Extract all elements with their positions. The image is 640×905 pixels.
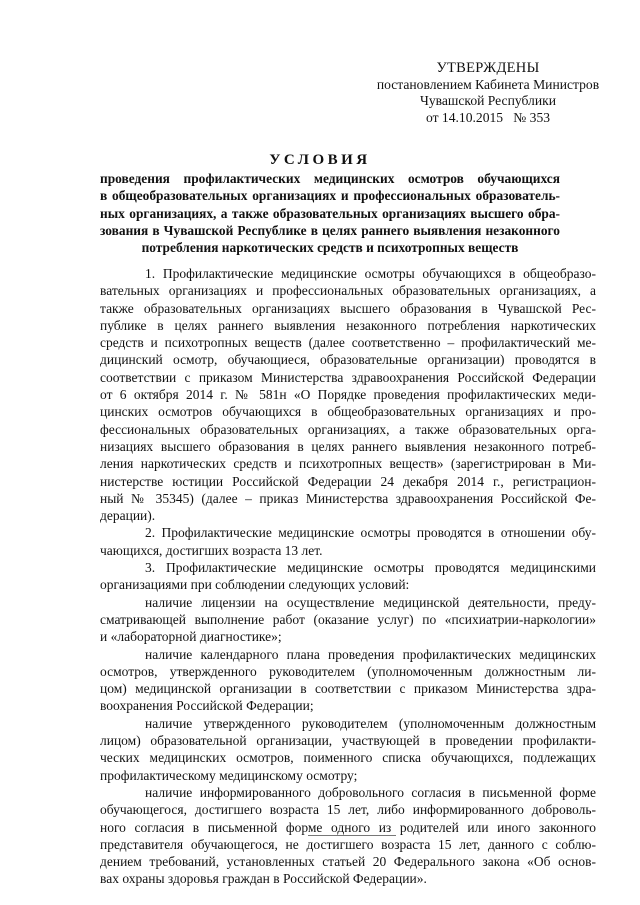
approval-heading: УТВЕРЖДЕНЫ [436,60,540,76]
body-line: публике в целях раннего выявления незаконного потребления наркотических [100,317,596,333]
subtitle-line: потребления наркотических средств и психотропных веществ [141,240,519,256]
body-line: цом) медицинской организации в соответствии с приказом Министерства здра- [100,681,596,697]
body-line: вательных организациях и профессиональных образовательных организациях, а [100,283,596,299]
body-line: 3. Профилактические медицинские осмотры проводятся медицинскими [145,560,596,576]
body-line: вах охраны здоровья граждан в Российской Федерации». [100,871,427,887]
body-line: фессиональных образовательных организациях, а также образовательных орга- [100,421,596,437]
subtitle-line: ных организациях, а также образовательных организациях высшего обра- [100,205,560,221]
document-subtitle [100,170,560,256]
body-line: также образовательных организациях высшего образования в Чувашской Рес- [100,300,596,316]
body-line: соответствии с приказом Министерства здравоохранения Российской Федерации [100,369,596,385]
body-line: сматривающей выполнение работ (оказание услуг) по «психиатрии-наркологии» [100,611,596,627]
subtitle-line: в общеобразовательных организациях и профессиональных образователь- [100,188,560,204]
body-line: средств и психотропных веществ (далее соответственно – профилактический ме- [100,335,596,351]
body-line: дерации). [100,508,156,524]
body-line: чающихся, достигших возраста 13 лет. [100,542,323,558]
body-line: воохранения Российской Федерации; [100,698,314,714]
body-line: наличие календарного плана проведения профилактических медицинских [145,646,596,662]
body-line: цинских осмотров обучающихся в общеобразовательных организациях и про- [100,404,596,420]
footnote-separator [308,835,396,836]
body-line: ления наркотических средств и психотропных веществ» (зарегистрирован в Ми- [100,456,596,472]
subtitle-line: проведения профилактических медицинских осмотров обучающихся [100,171,560,186]
approval-line: Чувашской Республики [420,93,556,108]
body-line: дением требований, установленных статьей 20 Федерального закона «Об основ- [100,854,596,870]
body-line: ного согласия в письменной форме одного из родителей или иного законного [100,819,596,835]
body-line: 1. Профилактические медицинские осмотры обучающихся в общеобразо- [145,266,596,281]
subtitle-line: зования в Чувашской Республике в целях раннего выявления незаконного [100,222,560,238]
body-line: ческих медицинских осмотров, поименного списка обучающихся, подлежащих [100,750,596,766]
approval-line: постановлением Кабинета Министров [376,76,600,92]
body-line: наличие лицензии на осуществление медицинской деятельности, преду- [145,594,596,610]
body-line: низациях высшего образования в целях раннего выявления незаконного потреб- [100,438,596,454]
body-line: ный № 35345) (далее – приказ Министерства здравоохранения Российской Фе- [100,490,596,506]
approval-block [360,60,616,126]
body-line: наличие информированного добровольного согласия в письменной форме [145,784,596,800]
body-line: нистерстве юстиции Российской Федерации 24 декабря 2014 г., регистрацион- [100,473,596,489]
body-line: обучающегося, достигшего возраста 15 лет, либо информированного доброволь- [100,802,596,818]
body-line: дицинский осмотр, обучающиеся, образовательные организации) проводятся в [100,352,596,368]
document-title: УСЛОВИЯ [269,152,371,168]
document-body [100,265,596,888]
body-line: 2. Профилактические медицинские осмотры проводятся в отношении обу- [145,525,596,541]
body-line: и «лабораторной диагностике»; [100,629,282,645]
body-line: организациями при соблюдении следующих условий: [100,577,410,593]
body-line: от 6 октября 2014 г. № 581н «О Порядке проведения профилактических меди- [100,387,596,403]
approval-date-number: от 14.10.2015 № 353 [425,109,551,125]
body-line: лицом) образовательной организации, участвующей в проведении профилакти- [100,733,596,749]
body-line: профилактическому медицинскому осмотру; [100,767,358,783]
body-line: наличие утвержденного руководителем (уполномоченным должностным [145,715,596,731]
body-line: осмотров, утвержденного руководителем (уполномоченным должностным ли- [100,663,596,679]
body-line: представителя обучающегося, не достигшего возраста 15 лет, данного с соблю- [100,836,596,852]
